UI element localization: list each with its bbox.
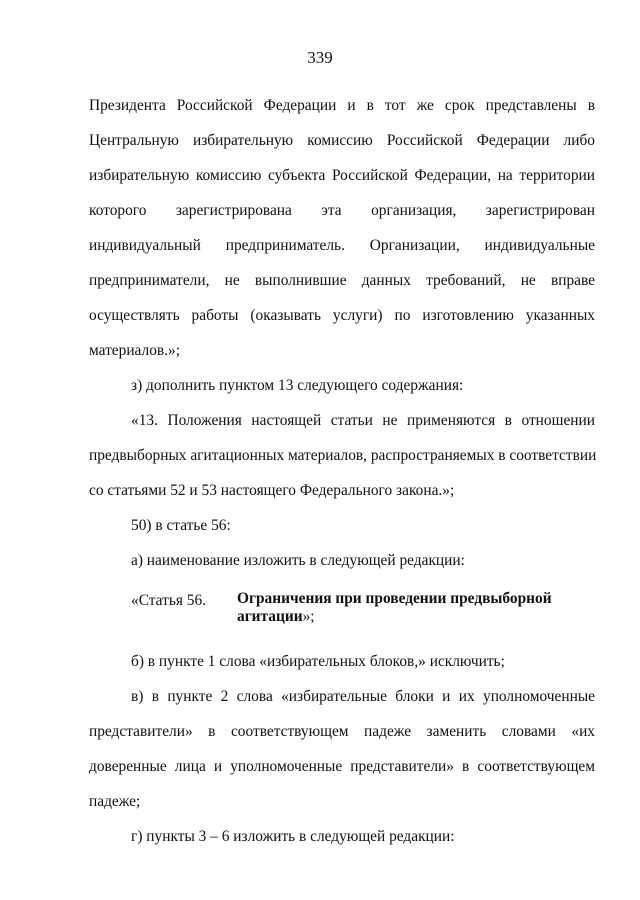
text-line: материалов.»; [89,342,180,359]
article-title-line: агитации [237,608,303,625]
text-line: в) в пункте 2 слова «избирательные блоки и их уполномоченные [131,688,595,705]
amendment-item-a: а) наименование изложить в следующей редакции: [131,552,465,569]
text-line: индивидуальный предприниматель. Организации, индивидуальные [89,237,595,254]
text-line: «13. Положения настоящей статьи не применяются в отношении [131,412,595,429]
article-label: «Статья 56. [131,592,207,609]
text-line: представители» в соответствующем падеже заменить словами «их [89,723,595,740]
text-line: предприниматели, не выполнившие данных требований, не вправе [89,272,595,289]
text-line: со статьями 52 и 53 настоящего Федерального закона.»; [89,482,455,499]
text-line: предвыборных агитационных материалов, распространяемых в соответствии [89,447,597,464]
amendment-item-50: 50) в статье 56: [131,517,231,534]
text-line: осуществлять работы (оказывать услуги) по изготовлению указанных [89,307,595,324]
text-line: Президента Российской Федерации и в тот же срок представлены в [89,97,595,114]
article-title-line: Ограничения при проведении предвыборной [237,590,552,607]
text-line: падеже; [89,793,141,810]
text-line: доверенные лица и уполномоченные представители» в соответствующем [89,758,595,775]
text-line: которого зарегистрирована эта организация, зарегистрирован [89,202,595,219]
article-title-close: »; [302,608,315,625]
text-line: Центральную избирательную комиссию Российской Федерации либо [89,132,595,149]
article-heading [89,590,595,638]
amendment-item-g: г) пункты 3 – 6 изложить в следующей редакции: [131,828,455,845]
document-body [89,88,595,854]
article-title [237,590,577,626]
text-line: избирательную комиссию субъекта Российской Федерации, на территории [89,167,595,184]
amendment-item-b: б) в пункте 1 слова «избирательных блоков,» исключить; [131,653,505,670]
page-number: 339 [307,48,333,67]
amendment-item-z: з) дополнить пунктом 13 следующего содержания: [131,377,464,394]
